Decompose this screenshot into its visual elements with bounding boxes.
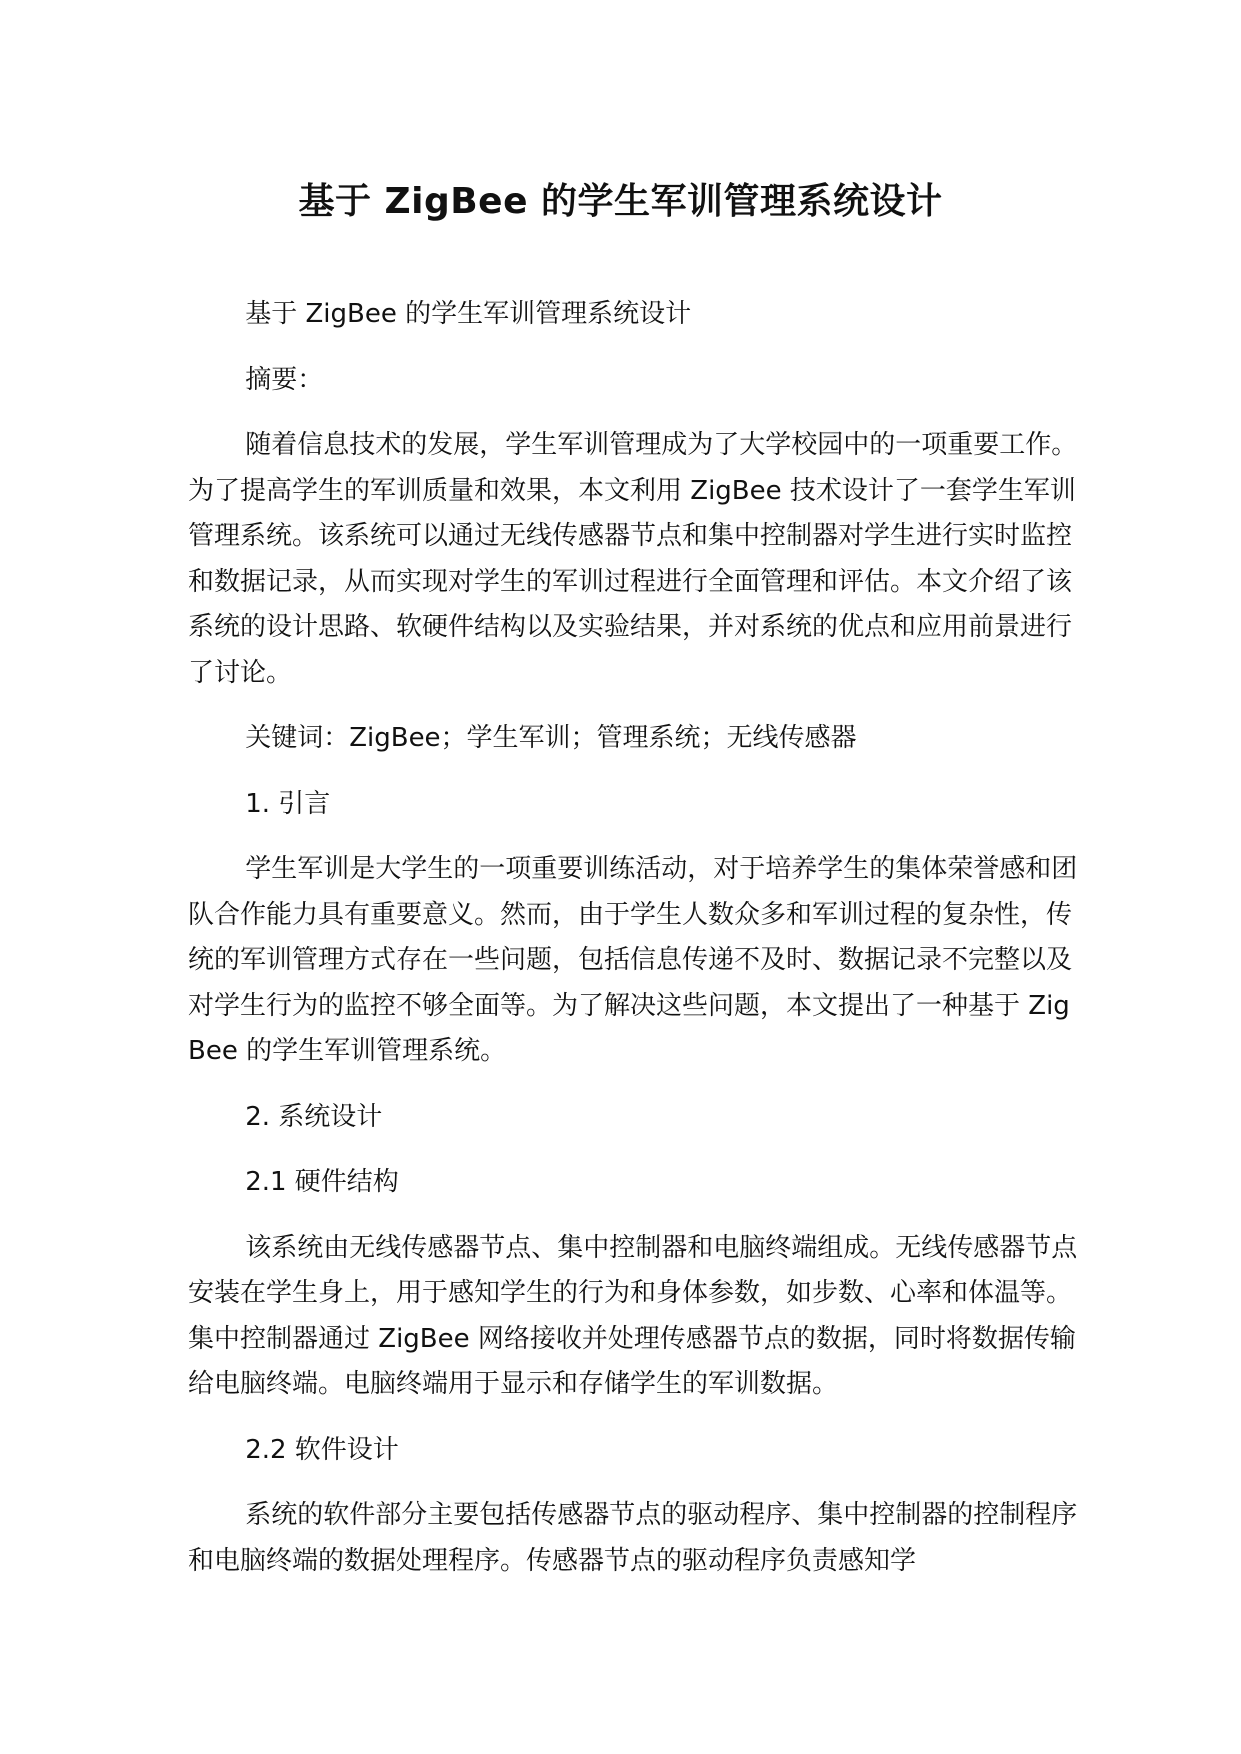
document-body [188,292,1078,1604]
subtitle-paragraph: 基于 ZigBee 的学生军训管理系统设计 [245,299,692,329]
section-heading-system-design: 2. 系统设计 [245,1101,383,1132]
introduction-paragraph: 学生军训是大学生的一项重要训练活动，对于培养学生的集体荣誉感和团队合作能力具有重要意义。然而，由于学生人数众多和军训过程的复杂性，传统的军训管理方式存在一些问题，包括信息传递不及时、数据记录不完整以及对学生行为的监控不够全面等。为了解决这些问题，本文提出了一种基于 ZigBee 的学生军训管理系统。 [188,854,1078,1066]
hardware-paragraph: 该系统由无线传感器节点、集中控制器和电脑终端组成。无线传感器节点安装在学生身上，用于感知学生的行为和身体参数，如步数、心率和体温等。集中控制器通过 ZigBee 网络接收并处理传感器节点的数据，同时将数据传输给电脑终端。电脑终端用于显示和存储学生的军训数据。 [188,1232,1078,1399]
section-heading-introduction: 1. 引言 [245,788,331,819]
subsection-heading-software: 2.2 软件设计 [245,1434,399,1465]
abstract-paragraph: 随着信息技术的发展，学生军训管理成为了大学校园中的一项重要工作。为了提高学生的军训质量和效果，本文利用 ZigBee 技术设计了一套学生军训管理系统。该系统可以通过无线传感器节点和集中控制器对学生进行实时监控和数据记录，从而实现对学生的军训过程进行全面管理和评估。本文介绍了该系统的设计思路、软硬件结构以及实验结果，并对系统的优点和应用前景进行了讨论。 [188,430,1078,688]
document-title: 基于 ZigBee 的学生军训管理系统设计 [298,181,943,222]
software-paragraph: 系统的软件部分主要包括传感器节点的驱动程序、集中控制器的控制程序和电脑终端的数据处理程序。传感器节点的驱动程序负责感知学 [188,1500,1078,1576]
abstract-heading: 摘要： [245,364,324,395]
subsection-heading-hardware: 2.1 硬件结构 [245,1167,399,1197]
keywords-paragraph: 关键词：ZigBee；学生军训；管理系统；无线传感器 [245,723,857,753]
